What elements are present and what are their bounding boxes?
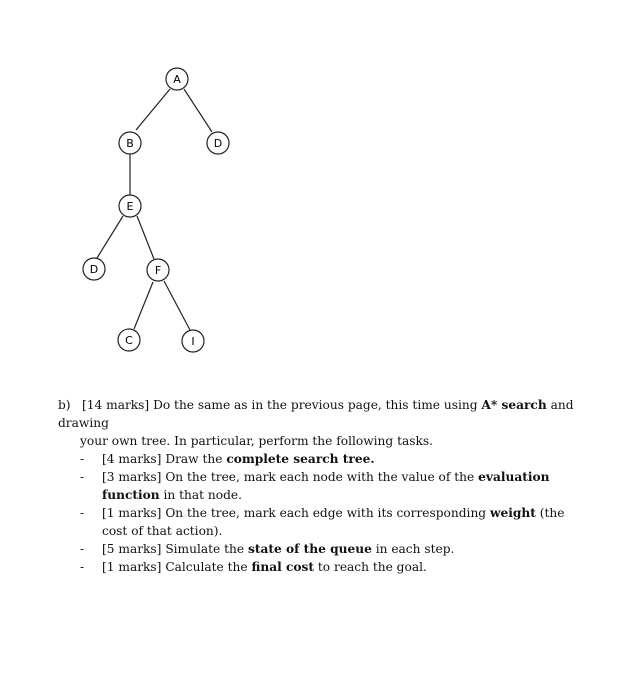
- question-text-after: and drawing: [58, 398, 574, 430]
- edge-e-d: [97, 216, 123, 258]
- task-text: On the tree, mark each node with the value of the: [165, 470, 475, 484]
- node-e: [119, 195, 141, 217]
- edge-a-d: [184, 89, 212, 132]
- task-item: [58, 468, 588, 504]
- task-dash: -: [80, 452, 85, 466]
- svg-text:C: C: [125, 334, 133, 347]
- node-b: [119, 132, 141, 154]
- task-text: Calculate the: [165, 560, 248, 574]
- task-text: On the tree, mark each edge with its corresponding: [165, 506, 487, 520]
- task-bold: complete search tree.: [226, 452, 375, 466]
- task-marks: [1 marks]: [102, 506, 162, 520]
- task-item: [58, 540, 588, 558]
- task-marks: [1 marks]: [102, 560, 162, 574]
- svg-text:D: D: [213, 137, 223, 150]
- task-list: [58, 450, 588, 576]
- task-text: Draw the: [165, 452, 223, 466]
- question-line-2: your own tree. In particular, perform the following tasks.: [80, 434, 434, 448]
- svg-text:I: I: [191, 335, 195, 348]
- node-c: [118, 329, 140, 351]
- task-dash: -: [80, 470, 85, 484]
- node-d-left: [83, 258, 105, 280]
- task-dash: -: [80, 560, 85, 574]
- edge-f-c: [134, 282, 153, 329]
- task-text-after: in each step.: [375, 542, 455, 556]
- edge-a-b: [136, 89, 170, 130]
- edge-f-i: [164, 281, 190, 330]
- node-d-right: [207, 132, 229, 154]
- node-a: [166, 68, 188, 90]
- task-bold: weight: [489, 506, 536, 520]
- question-text-before: Do the same as in the previous page, this time using: [153, 398, 478, 412]
- task-text-after: in that node.: [163, 488, 242, 502]
- svg-text:E: E: [126, 200, 134, 213]
- task-bold: final cost: [251, 560, 315, 574]
- svg-text:A: A: [173, 73, 181, 86]
- task-item: [58, 558, 588, 576]
- task-item: [58, 504, 588, 540]
- node-f: [147, 259, 169, 281]
- svg-text:D: D: [89, 263, 99, 276]
- task-text-after: to reach the goal.: [317, 560, 427, 574]
- task-dash: -: [80, 542, 85, 556]
- task-bold: evaluation function: [102, 470, 550, 502]
- task-item: [58, 450, 588, 468]
- task-marks: [3 marks]: [102, 470, 162, 484]
- question-label: b): [58, 398, 71, 412]
- task-bold: state of the queue: [247, 542, 372, 556]
- task-text: Simulate the: [165, 542, 245, 556]
- question-intro: [58, 396, 588, 432]
- task-marks: [5 marks]: [102, 542, 162, 556]
- node-i: [182, 330, 204, 352]
- task-marks: [4 marks]: [102, 452, 162, 466]
- question-b: [58, 396, 588, 576]
- svg-text:F: F: [154, 264, 162, 277]
- task-dash: -: [80, 506, 85, 520]
- question-bold-term: A* search: [481, 398, 547, 412]
- task-text-after: (the cost of that action).: [102, 506, 565, 538]
- question-marks: [14 marks]: [82, 398, 150, 412]
- svg-text:B: B: [126, 137, 134, 150]
- edge-e-f: [137, 216, 154, 259]
